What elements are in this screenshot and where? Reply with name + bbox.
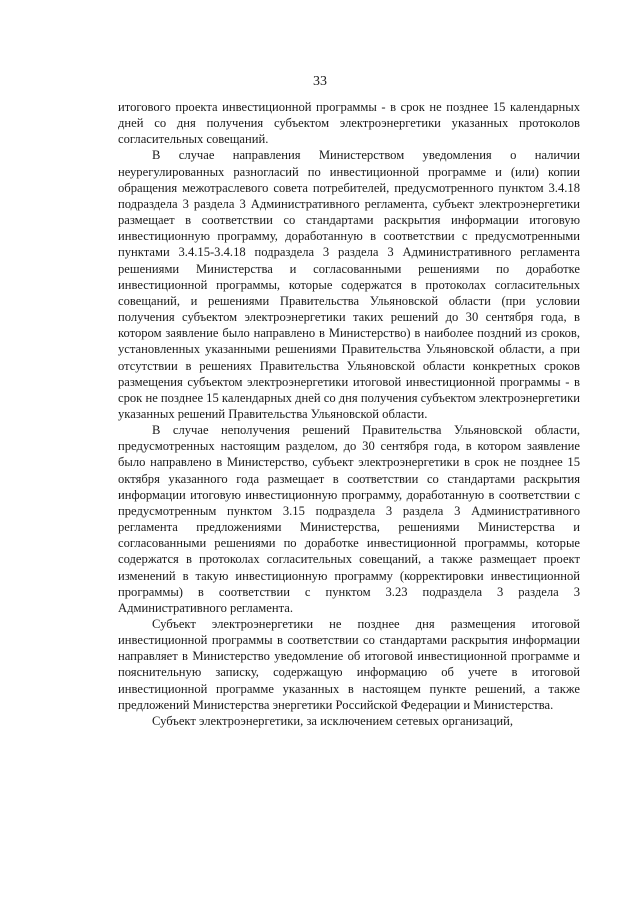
paragraph: В случае направления Министерством уведомления о наличии неурегулированных разногласий по инвестиционной программе и (или) копии обращения межотраслевого совета потребителей, предусмотренного пунктом 3.4.18 подраздела 3 раздела 3 Административного регламента, субъект электроэнергетики размещает в соответствии со стандартами раскрытия информации итоговую инвестиционную программу, доработанную в соответствии с предусмотренными пунктами 3.4.15-3.4.18 подраздела 3 раздела 3 Административного регламента решениями Министерства и согласованными решениями по доработке инвестиционной программы, которые содержатся в протоколах согласительных совещаний, и решениями Правительства Ульяновской области (при условии получения субъектом электроэнергетики таких решений до 30 сентября года, в котором заявление было направлено в Министерство) в наиболее поздний из сроков, установленных указанными решениями Правительства Ульяновской области, а при отсутствии в решениях Правительства Ульяновской области конкретных сроков размещения субъектом электроэнергетики итоговой инвестиционной программы - в срок не позднее 15 календарных дней со дня получения субъектом электроэнергетики указанных решений Правительства Ульяновской области. xyxy=(118,148,581,421)
paragraph: Субъект электроэнергетики, за исключением сетевых организаций, xyxy=(152,713,513,728)
paragraph: Субъект электроэнергетики не позднее дня размещения итоговой инвестиционной программы в соответствии со стандартами раскрытия информации направляет в Министерство уведомление об итоговой инвестиционной программе и пояснительную записку, содержащую информацию об учете в итоговой инвестиционной программе указанных в настоящем пункте решений, а также предложений Министерства энергетики Российской Федерации и Министерства. xyxy=(118,617,580,712)
paragraph: В случае неполучения решений Правительства Ульяновской области, предусмотренных настоящим разделом, до 30 сентября года, в котором заявление было направлено в Министерство, субъект электроэнергетики в срок не позднее 15 октября указанного года размещает в соответствии со стандартами раскрытия информации итоговую инвестиционную программу, доработанную в соответствии с предусмотренным пунктом 3.15 подраздела 3 раздела 3 Административного регламента предложениями Министерства, решениями Министерства и согласованными решениями по доработке инвестиционной программы, которые содержатся в протоколах согласительных совещаний, а также размещает проект изменений в такую инвестиционную программу (корректировки инвестиционной программы) в соответствии с пунктом 3.23 подраздела 3 раздела 3 Административного регламента. xyxy=(118,423,580,615)
paragraph-continuation: итогового проекта инвестиционной программы - в срок не позднее 15 календарных дней со дня получения субъектом электроэнергетики указанных протоколов согласительных совещаний. xyxy=(118,100,580,147)
page-number: 33 xyxy=(313,74,327,89)
document-body xyxy=(118,99,580,729)
